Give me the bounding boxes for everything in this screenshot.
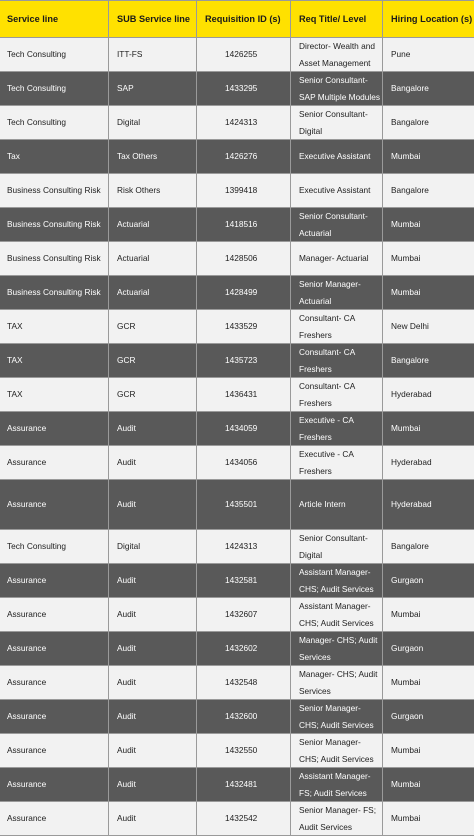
table-row: [0, 208, 474, 242]
cell-req-title: Senior Consultant- SAP Multiple Modules: [291, 72, 383, 106]
cell-sub-service-line: Audit: [109, 564, 197, 598]
cell-req-title: Manager- CHS; Audit Services: [291, 632, 383, 666]
table-row: [0, 310, 474, 344]
cell-sub-service-line: Audit: [109, 598, 197, 632]
cell-req-title: Senior Manager- Actuarial: [291, 276, 383, 310]
cell-service-line: Tech Consulting: [0, 530, 109, 564]
cell-requisition-id: 1418516: [197, 208, 291, 242]
cell-requisition-id: 1432550: [197, 734, 291, 768]
cell-req-title: Assistant Manager- FS; Audit Services: [291, 768, 383, 802]
cell-hiring-location: Gurgaon: [383, 564, 474, 598]
cell-hiring-location: Mumbai: [383, 598, 474, 632]
header-service-line: Service line: [0, 1, 109, 38]
cell-service-line: TAX: [0, 378, 109, 412]
cell-req-title: Manager- Actuarial: [291, 242, 383, 276]
cell-service-line: Business Consulting Risk: [0, 208, 109, 242]
cell-req-title: Executive Assistant: [291, 140, 383, 174]
cell-requisition-id: 1434059: [197, 412, 291, 446]
cell-hiring-location: Mumbai: [383, 242, 474, 276]
cell-requisition-id: 1433295: [197, 72, 291, 106]
cell-hiring-location: Mumbai: [383, 208, 474, 242]
table-row: [0, 140, 474, 174]
cell-req-title: Manager- CHS; Audit Services: [291, 666, 383, 700]
table-row: [0, 480, 474, 530]
table-row: [0, 802, 474, 836]
cell-service-line: Assurance: [0, 700, 109, 734]
cell-requisition-id: 1428499: [197, 276, 291, 310]
header-requisition-id: Requisition ID (s): [197, 1, 291, 38]
cell-sub-service-line: ITT-FS: [109, 38, 197, 72]
cell-req-title: Assistant Manager- CHS; Audit Services: [291, 564, 383, 598]
cell-req-title: Consultant- CA Freshers: [291, 344, 383, 378]
cell-sub-service-line: Digital: [109, 530, 197, 564]
cell-hiring-location: Mumbai: [383, 412, 474, 446]
cell-sub-service-line: GCR: [109, 344, 197, 378]
cell-service-line: Assurance: [0, 412, 109, 446]
cell-hiring-location: Bangalore: [383, 72, 474, 106]
cell-sub-service-line: Audit: [109, 480, 197, 530]
table-row: [0, 344, 474, 378]
cell-req-title: Article Intern: [291, 480, 383, 530]
cell-req-title: Director- Wealth and Asset Management: [291, 38, 383, 72]
cell-req-title: Senior Consultant- Digital: [291, 106, 383, 140]
cell-service-line: Assurance: [0, 632, 109, 666]
cell-sub-service-line: Audit: [109, 802, 197, 836]
cell-service-line: Assurance: [0, 446, 109, 480]
cell-sub-service-line: Actuarial: [109, 276, 197, 310]
cell-hiring-location: Gurgaon: [383, 632, 474, 666]
table-row: [0, 72, 474, 106]
cell-hiring-location: Mumbai: [383, 802, 474, 836]
cell-requisition-id: 1399418: [197, 174, 291, 208]
header-req-title: Req Title/ Level: [291, 1, 383, 38]
cell-requisition-id: 1432607: [197, 598, 291, 632]
table-row: [0, 378, 474, 412]
cell-requisition-id: 1432602: [197, 632, 291, 666]
cell-service-line: Tech Consulting: [0, 72, 109, 106]
cell-req-title: Senior Consultant- Digital: [291, 530, 383, 564]
cell-sub-service-line: GCR: [109, 310, 197, 344]
cell-requisition-id: 1432548: [197, 666, 291, 700]
cell-sub-service-line: Audit: [109, 768, 197, 802]
cell-service-line: Assurance: [0, 802, 109, 836]
cell-req-title: Assistant Manager- CHS; Audit Services: [291, 598, 383, 632]
cell-hiring-location: Pune: [383, 38, 474, 72]
cell-sub-service-line: Audit: [109, 632, 197, 666]
cell-hiring-location: Bangalore: [383, 530, 474, 564]
table-row: [0, 530, 474, 564]
cell-sub-service-line: Audit: [109, 734, 197, 768]
cell-requisition-id: 1424313: [197, 530, 291, 564]
cell-hiring-location: Mumbai: [383, 768, 474, 802]
cell-req-title: Executive - CA Freshers: [291, 412, 383, 446]
table-row: [0, 106, 474, 140]
cell-req-title: Consultant- CA Freshers: [291, 378, 383, 412]
table-row: [0, 768, 474, 802]
table-row: [0, 734, 474, 768]
cell-requisition-id: 1428506: [197, 242, 291, 276]
cell-requisition-id: 1432481: [197, 768, 291, 802]
cell-hiring-location: Bangalore: [383, 174, 474, 208]
cell-requisition-id: 1435723: [197, 344, 291, 378]
cell-requisition-id: 1436431: [197, 378, 291, 412]
cell-sub-service-line: GCR: [109, 378, 197, 412]
cell-hiring-location: Bangalore: [383, 344, 474, 378]
cell-sub-service-line: Tax Others: [109, 140, 197, 174]
cell-sub-service-line: Audit: [109, 666, 197, 700]
cell-hiring-location: Hyderabad: [383, 446, 474, 480]
table-row: [0, 242, 474, 276]
cell-service-line: Business Consulting Risk: [0, 174, 109, 208]
cell-hiring-location: Mumbai: [383, 140, 474, 174]
cell-service-line: Tech Consulting: [0, 38, 109, 72]
table-row: [0, 412, 474, 446]
cell-sub-service-line: SAP: [109, 72, 197, 106]
table-row: [0, 666, 474, 700]
cell-requisition-id: 1435501: [197, 480, 291, 530]
cell-service-line: Assurance: [0, 666, 109, 700]
cell-service-line: Tax: [0, 140, 109, 174]
cell-req-title: Senior Manager- FS; Audit Services: [291, 802, 383, 836]
cell-requisition-id: 1433529: [197, 310, 291, 344]
cell-sub-service-line: Actuarial: [109, 242, 197, 276]
cell-hiring-location: Hyderabad: [383, 378, 474, 412]
header-hiring-location: Hiring Location (s): [383, 1, 474, 38]
cell-req-title: Executive Assistant: [291, 174, 383, 208]
cell-requisition-id: 1434056: [197, 446, 291, 480]
cell-requisition-id: 1432542: [197, 802, 291, 836]
cell-hiring-location: Gurgaon: [383, 700, 474, 734]
cell-req-title: Senior Manager- CHS; Audit Services: [291, 700, 383, 734]
cell-sub-service-line: Audit: [109, 700, 197, 734]
cell-service-line: TAX: [0, 310, 109, 344]
table-row: [0, 174, 474, 208]
cell-sub-service-line: Audit: [109, 446, 197, 480]
cell-service-line: Business Consulting Risk: [0, 242, 109, 276]
cell-req-title: Consultant- CA Freshers: [291, 310, 383, 344]
cell-sub-service-line: Digital: [109, 106, 197, 140]
cell-req-title: Executive - CA Freshers: [291, 446, 383, 480]
cell-hiring-location: New Delhi: [383, 310, 474, 344]
cell-requisition-id: 1426276: [197, 140, 291, 174]
cell-service-line: Assurance: [0, 598, 109, 632]
cell-hiring-location: Hyderabad: [383, 480, 474, 530]
cell-sub-service-line: Actuarial: [109, 208, 197, 242]
cell-hiring-location: Mumbai: [383, 734, 474, 768]
cell-service-line: Assurance: [0, 564, 109, 598]
cell-service-line: TAX: [0, 344, 109, 378]
cell-req-title: Senior Consultant- Actuarial: [291, 208, 383, 242]
cell-requisition-id: 1432600: [197, 700, 291, 734]
cell-service-line: Assurance: [0, 480, 109, 530]
cell-hiring-location: Bangalore: [383, 106, 474, 140]
table-row: [0, 446, 474, 480]
cell-requisition-id: 1432581: [197, 564, 291, 598]
cell-sub-service-line: Audit: [109, 412, 197, 446]
cell-service-line: Business Consulting Risk: [0, 276, 109, 310]
cell-hiring-location: Mumbai: [383, 666, 474, 700]
header-row: [0, 1, 474, 38]
table-row: [0, 276, 474, 310]
table-row: [0, 564, 474, 598]
cell-service-line: Assurance: [0, 734, 109, 768]
header-sub-service-line: SUB Service line: [109, 1, 197, 38]
cell-requisition-id: 1424313: [197, 106, 291, 140]
cell-service-line: Tech Consulting: [0, 106, 109, 140]
cell-service-line: Assurance: [0, 768, 109, 802]
cell-hiring-location: Mumbai: [383, 276, 474, 310]
table-row: [0, 632, 474, 666]
table-row: [0, 598, 474, 632]
cell-req-title: Senior Manager- CHS; Audit Services: [291, 734, 383, 768]
table-row: [0, 700, 474, 734]
table-row: [0, 38, 474, 72]
cell-requisition-id: 1426255: [197, 38, 291, 72]
cell-sub-service-line: Risk Others: [109, 174, 197, 208]
